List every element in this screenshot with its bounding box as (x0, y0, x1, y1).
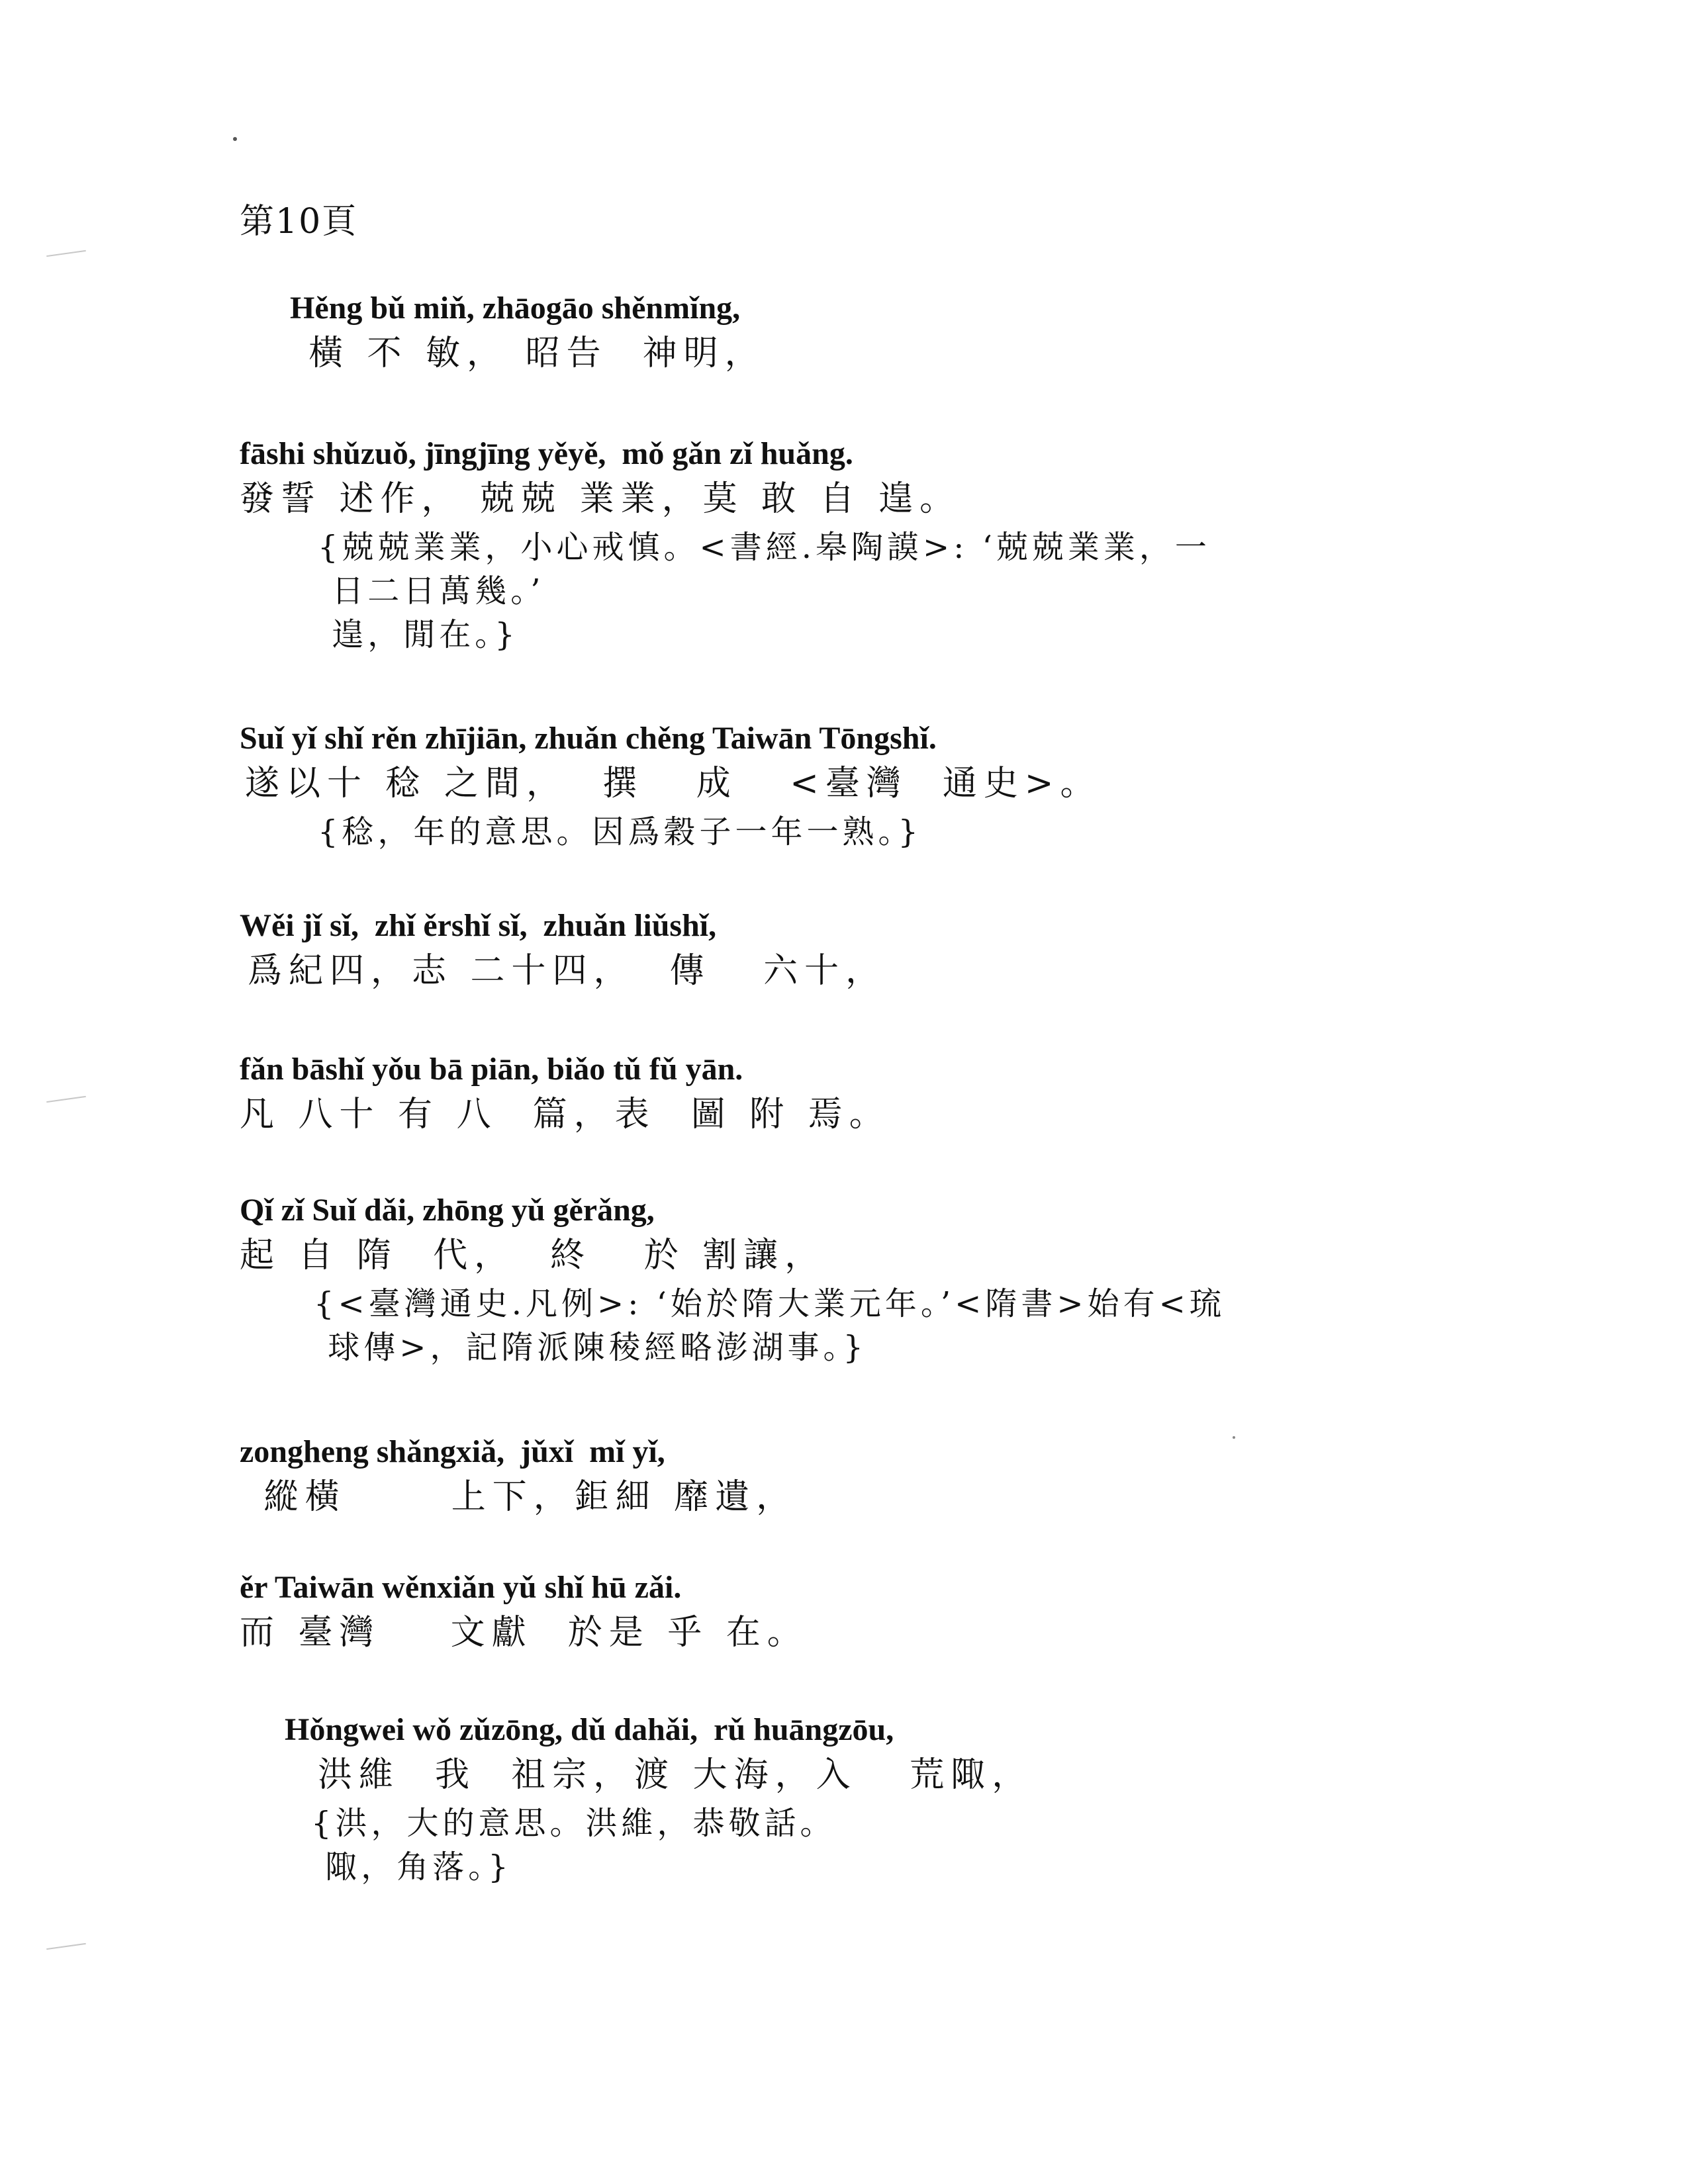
scan-speck (233, 137, 237, 141)
verse-block (240, 1054, 890, 1132)
verse-pinyin: fāshi shǔzuǒ, jīngjīng yěyě, mǒ gǎn zǐ huǎng. (240, 436, 853, 471)
hole-punch-mark (46, 1096, 86, 1103)
verse-block (240, 1434, 798, 1517)
verse-note: {<臺灣通史.凡例>: ‘始於隋大業元年。’<隋書>始有<琉 (314, 1285, 1225, 1322)
verse-block (285, 1714, 1033, 1889)
verse-block (240, 1195, 1225, 1369)
verse-note: 日二日萬幾。’ (318, 572, 545, 610)
verse-pinyin: fǎn bāshǐ yǒu bā piān, biǎo tǔ fǔ yān. (240, 1052, 743, 1087)
page-number: 第10頁 (240, 202, 358, 242)
verse-note: {兢兢業業，小心戒慎。<書經.皋陶謨>: ‘兢兢業業，一 (318, 529, 1211, 566)
verse-note: 陬，角落。} (311, 1848, 512, 1886)
verse-pinyin: Qǐ zǐ Suǐ dǎi, zhōng yǔ gěrǎng, (240, 1193, 655, 1228)
hole-punch-mark (46, 1943, 86, 1950)
verse-note: 遑，閒在。} (318, 616, 519, 654)
verse-hanzi: 起 自 隋 代， 終 於 割讓， (240, 1236, 826, 1275)
verse-note: {稔，年的意思。因爲穀子一年一熟。} (318, 813, 923, 850)
verse-pinyin: ěr Taiwān wěnxiǎn yǔ shǐ hū zǎi. (240, 1570, 682, 1605)
verse-pinyin: Suǐ yǐ shǐ rěn zhījiān, zhuǎn chěng Taiwān Tōngshǐ. (240, 721, 937, 756)
verse-hanzi: 縱橫 上下，鉅細 靡遺， (246, 1477, 798, 1517)
verse-hanzi: 凡 八十 有 八 篇，表 圖 附 焉。 (240, 1095, 890, 1134)
verse-block (240, 438, 1211, 657)
verse-pinyin: Hěng bǔ miň, zhāogāo shěnmǐng, (290, 291, 741, 326)
verse-pinyin: Hǒngwei wǒ zǔzōng, dǔ dahǎi, rǔ huāngzōu, (285, 1712, 894, 1747)
verse-block (240, 908, 887, 991)
verse-block (240, 1570, 808, 1653)
verse-hanzi: 發誓 述作， 兢兢 業業，莫 敢 自 遑。 (240, 479, 961, 519)
hole-punch-mark (46, 250, 86, 257)
verse-pinyin: zongheng shǎngxiǎ, jǔxǐ mǐ yǐ, (240, 1434, 665, 1469)
verse-hanzi: 橫 不 敏， 昭告 神明， (308, 334, 766, 373)
verse-hanzi: 爲紀四，志 二十四， 傳 六十， (248, 951, 887, 991)
scan-speck (1233, 1436, 1235, 1439)
verse-hanzi: 而 臺灣 文獻 於是 乎 在。 (240, 1613, 808, 1653)
verse-block (240, 723, 1102, 854)
verse-hanzi: 洪維 我 祖宗，渡 大海，入 荒陬， (318, 1755, 1033, 1795)
verse-note: {洪，大的意思。洪維，恭敬話。 (311, 1805, 836, 1842)
verse-hanzi: 遂以十 稔 之間， 撰 成 <臺灣 通史>。 (245, 764, 1102, 803)
verse-block (290, 293, 766, 371)
verse-note: 球傳>，記隋派陳稜經略澎湖事。} (314, 1329, 868, 1367)
verse-pinyin: Wěi jǐ sǐ, zhǐ ěrshǐ sǐ, zhuǎn liǔshǐ, (240, 908, 717, 943)
